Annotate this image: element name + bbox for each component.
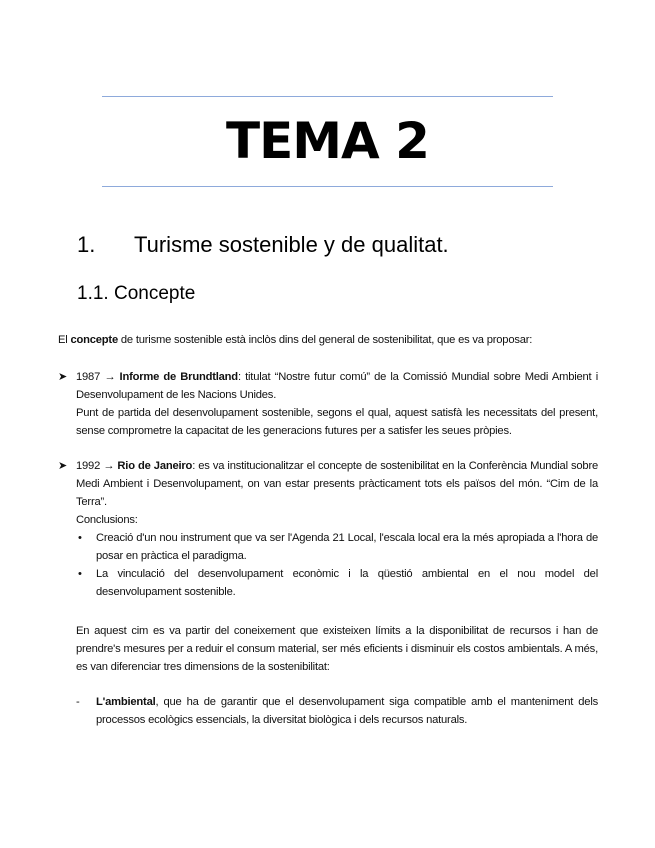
bullet-dot-icon: •: [78, 568, 82, 580]
title-rule-top: [102, 96, 553, 97]
heading-1-text: Turisme sostenible y de qualitat.: [134, 232, 449, 257]
b2-text: : es va institucionalitzar el concepte de sostenibilitat en la Conferència Mundial sobre Medi Ambient i Desenvolupament, on van estar presents pràcticament tots els països del món. “Cim de la Terra”.: [76, 460, 598, 508]
b1-year: 1987 →: [76, 371, 120, 383]
cim-paragraph: En aquest cim es va partir del coneixement que existeixen límits a la disponibilitat de recursos i han de prendre's mesures per a reduir el consum material, ser més eficients i disminuir els costos ambientals. A més, es van diferenciar tres dimensions de la sostenibilitat:: [76, 625, 598, 673]
heading-1: [77, 232, 449, 258]
conclusion-2-text: La vinculació del desenvolupament econòmic i la qüestió ambiental en el nou model del desenvolupament sostenible.: [96, 568, 598, 598]
b2-year: 1992 →: [76, 460, 118, 472]
dimension-item-ambiental: [76, 693, 598, 729]
intro-bold: concepte: [70, 334, 118, 346]
page-title: TEMA 2: [226, 112, 429, 170]
dash-bullet-icon: -: [76, 696, 80, 708]
heading-1-number: 1.: [77, 232, 96, 257]
bullet-1987-main: [76, 368, 598, 404]
d1-bold: L'ambiental: [96, 696, 156, 708]
bullet-1992-main: [76, 457, 598, 511]
d1-text: , que ha de garantir que el desenvolupament siga compatible amb el manteniment dels processos ecològics essencials, la diversitat biològica i dels recursos naturals.: [96, 696, 598, 726]
bullet-1987-paragraph: Punt de partida del desenvolupament sostenible, segons el qual, aquest satisfà les necessitats del present, sense comprometre la capacitat de les generacions futures per a satisfer les seues pròpies.: [76, 407, 598, 437]
title-rule-bottom: [102, 186, 553, 187]
arrow-bullet-icon: ➤: [58, 371, 68, 383]
b1-bold: Informe de Brundtland: [119, 371, 238, 383]
b2-bold: Rio de Janeiro: [117, 460, 193, 472]
bullet-1992: [58, 457, 598, 601]
b1-text: : titulat “Nostre futur comú” de la Comissió Mundial sobre Medi Ambient i Desenvolupament de les Nacions Unides.: [76, 371, 598, 401]
bullet-1987: [58, 368, 598, 440]
heading-2: 1.1. Concepte: [77, 283, 196, 304]
conclusion-1-text: Creació d'un nou instrument que va ser l'Agenda 21 Local, l'escala local era la més apropiada a l'hora de posar en pràctica el paradigma.: [96, 532, 598, 562]
intro-post: de turisme sostenible està inclòs dins del general de sostenibilitat, que es va proposar:: [117, 334, 533, 346]
bullet-dot-icon: •: [78, 532, 82, 544]
conclusion-item: [76, 529, 598, 565]
conclusions-label: Conclusions:: [76, 514, 138, 526]
conclusion-item: [76, 565, 598, 601]
intro-pre: El: [58, 334, 71, 346]
intro-paragraph: [58, 331, 598, 349]
arrow-bullet-icon: ➤: [58, 460, 68, 472]
